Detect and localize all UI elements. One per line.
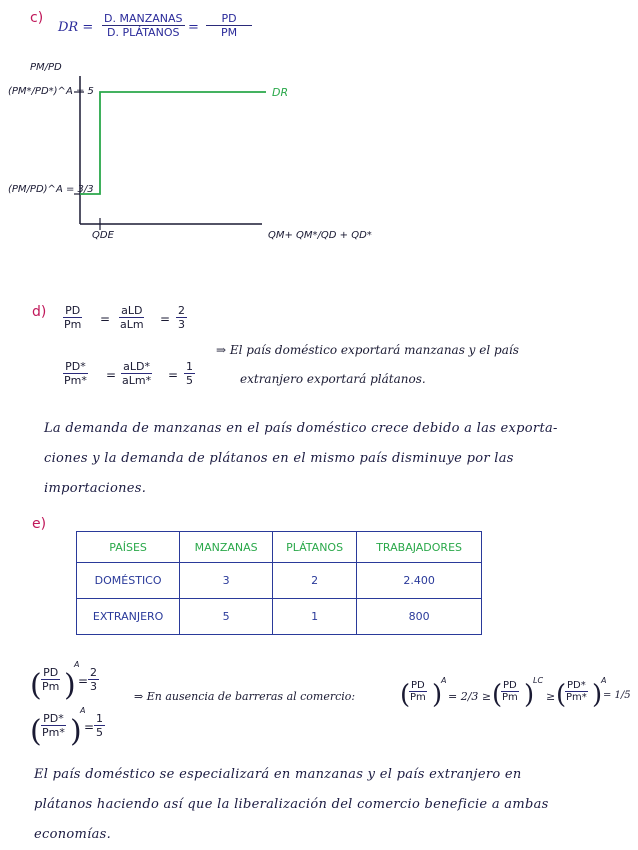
ratio1-equals: = <box>78 674 89 688</box>
graph-y-high-label: (PM*/PD*)^A = 5 <box>8 86 94 97</box>
eq1-equals-a: = <box>100 312 111 326</box>
part-c-label: c) <box>30 10 44 26</box>
table-cell: EXTRANJERO <box>77 599 180 635</box>
eq2-frac2 <box>120 360 153 387</box>
part-e-label: e) <box>32 516 47 532</box>
table-row <box>77 563 482 599</box>
ratio2-den: Pm* <box>42 726 65 739</box>
eq1-frac1 <box>62 304 83 331</box>
graph-curve-label: DR <box>272 86 289 99</box>
chain-b-open-paren: ( <box>492 680 503 710</box>
ratio1-value <box>88 666 99 693</box>
table-cell: 2 <box>273 563 357 599</box>
dr-num-manzanas: D. MANZANAS <box>104 12 183 25</box>
graph-y-axis-label: PM/PD <box>30 62 62 73</box>
table-header-row <box>77 532 482 563</box>
conclusion-line1: ⇒ El país doméstico exportará manzanas y el país <box>216 343 519 357</box>
table-row <box>77 599 482 635</box>
ratio1-num: PD <box>43 666 59 679</box>
ratio1-open-paren: ( <box>30 668 42 703</box>
chain-b-num: PD <box>503 680 517 691</box>
eq2-frac1 <box>62 360 89 387</box>
table-header-cell: TRABAJADORES <box>357 532 482 563</box>
table-cell: 3 <box>180 563 273 599</box>
graph-y-low-label: (PM/PD)^A = 3/3 <box>8 184 94 195</box>
ratio2-open-paren: ( <box>30 714 42 749</box>
chain-b-frac <box>500 680 520 703</box>
ratio1-value-num: 2 <box>90 666 97 679</box>
chain-b-close-paren: ) <box>524 680 535 710</box>
ratio2-value-den: 5 <box>96 726 103 739</box>
chain-a-close-paren: ) <box>432 680 443 710</box>
eq2-den2: aLm* <box>122 374 152 387</box>
ratio1-close-paren: ) <box>64 668 76 703</box>
graph-x-axis-label: QM+ QM*/QD + QD* <box>268 230 372 241</box>
chain-c-value: = 1/5 <box>603 690 631 701</box>
chain-a-den: Pm <box>410 692 426 703</box>
ratio2-equals: = <box>84 720 95 734</box>
chain-b-sep: ≥ <box>546 690 556 703</box>
eq2-den1: Pm* <box>64 374 87 387</box>
table-cell: 800 <box>357 599 482 635</box>
dr-den-platanos: D. PLÁTANOS <box>107 26 180 39</box>
chain-b-exp: LC <box>533 676 544 685</box>
ratio2-close-paren: ) <box>70 714 82 749</box>
chain-a-num: PD <box>411 680 425 691</box>
eq1-den2: aLm <box>120 318 144 331</box>
dr-fraction-prices <box>206 12 252 39</box>
demand-paragraph-line2: ciones y la demanda de plátanos en el mismo país disminuye por las <box>44 451 514 466</box>
final-paragraph-line3: economías. <box>34 827 112 842</box>
eq2-equals-b: = <box>168 368 179 382</box>
absence-text: ⇒ En ausencia de barreras al comercio: <box>134 690 356 703</box>
eq1-num1: PD <box>65 304 81 317</box>
ratio1-den: Pm <box>42 680 60 693</box>
eq2-num2: aLD* <box>123 360 150 373</box>
ratio2-value-num: 1 <box>96 712 103 725</box>
chain-a-exp: A <box>441 676 447 685</box>
chain-c-frac <box>564 680 589 703</box>
eq1-equals-b: = <box>160 312 171 326</box>
demand-paragraph <box>44 414 634 504</box>
eq2-result-den: 5 <box>186 374 193 387</box>
eq1-num2: aLD <box>121 304 143 317</box>
table-header-cell: MANZANAS <box>180 532 273 563</box>
ratio1-frac <box>40 666 61 693</box>
final-paragraph <box>34 760 634 850</box>
chain-a-value: = 2/3 ≥ <box>448 690 492 703</box>
dr-den-pm: PM <box>220 26 238 39</box>
eq2-result-num: 1 <box>186 360 193 373</box>
conclusion-line2: extranjero exportará plátanos. <box>240 372 426 386</box>
eq2-result <box>184 360 195 387</box>
table-cell: 1 <box>273 599 357 635</box>
eq1-result-num: 2 <box>178 304 185 317</box>
eq1-den1: Pm <box>64 318 82 331</box>
dr-equals: = <box>188 20 199 35</box>
chain-c-exp: A <box>601 676 607 685</box>
table-header-cell: PLÁTANOS <box>273 532 357 563</box>
table-cell: 5 <box>180 599 273 635</box>
eq2-num1: PD* <box>65 360 86 373</box>
ratio1-value-den: 3 <box>90 680 97 693</box>
demand-paragraph-line1: La demanda de manzanas en el país doméstico crece debido a las exporta- <box>44 421 558 436</box>
chain-c-open-paren: ( <box>556 680 567 710</box>
table-cell: 2.400 <box>357 563 482 599</box>
final-paragraph-line1: El país doméstico se especializará en manzanas y el país extranjero en <box>34 767 522 782</box>
chain-a-open-paren: ( <box>400 680 411 710</box>
dr-num-pd: PD <box>206 12 252 26</box>
eq1-result <box>176 304 187 331</box>
ratio1-exp: A <box>74 660 80 669</box>
part-d-label: d) <box>32 304 47 320</box>
resources-table <box>76 531 482 635</box>
chain-c-num: PD* <box>567 680 586 691</box>
eq2-equals-a: = <box>106 368 117 382</box>
graph-x-tick-label: QDE <box>92 230 114 241</box>
ratio2-value <box>94 712 105 739</box>
ratio2-frac <box>40 712 67 739</box>
eq1-result-den: 3 <box>178 318 185 331</box>
ratio2-num: PD* <box>43 712 64 725</box>
chain-a-frac <box>408 680 428 703</box>
chain-c-close-paren: ) <box>592 680 603 710</box>
demand-paragraph-line3: importaciones. <box>44 481 147 496</box>
table-cell: DOMÉSTICO <box>77 563 180 599</box>
chain-c-den: Pm* <box>566 692 587 703</box>
dr-lhs: DR = <box>58 20 94 35</box>
dr-curve <box>80 92 266 194</box>
final-paragraph-line2: plátanos haciendo así que la liberalización del comercio beneficie a ambas <box>34 797 549 812</box>
dr-fraction-goods <box>102 12 185 39</box>
table-header-cell: PAÍSES <box>77 532 180 563</box>
chain-b-den: Pm <box>502 692 518 703</box>
ratio2-exp: A <box>80 706 86 715</box>
eq1-frac2 <box>118 304 146 331</box>
